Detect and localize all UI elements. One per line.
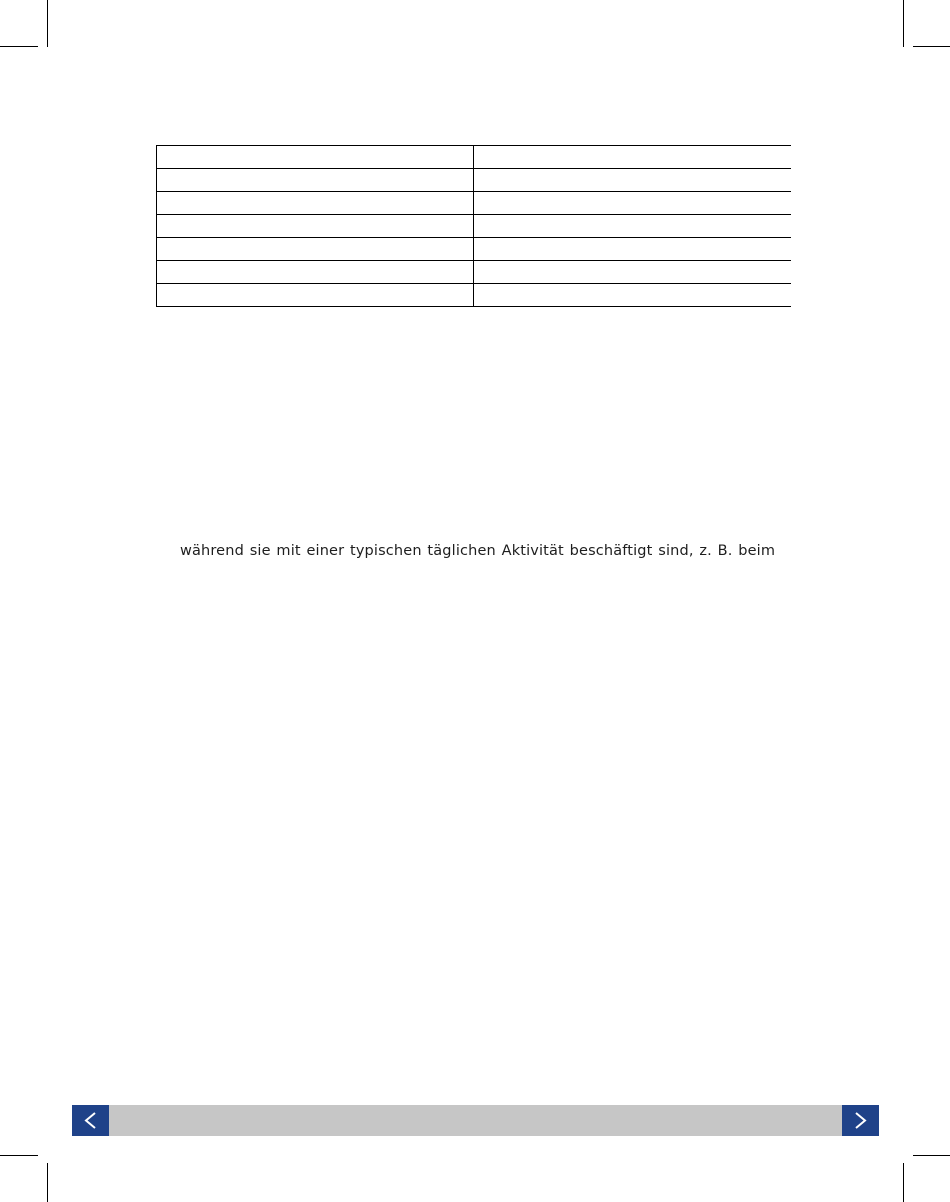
- table-cell: [474, 192, 792, 215]
- table-cell: [157, 192, 474, 215]
- crop-mark: [47, 1163, 48, 1202]
- chevron-left-icon: [72, 1105, 109, 1136]
- table-row: [157, 169, 792, 192]
- empty-table: [156, 145, 791, 307]
- table-cell: [157, 284, 474, 307]
- table-cell: [157, 215, 474, 238]
- crop-mark: [913, 1155, 950, 1156]
- table-row: [157, 261, 792, 284]
- crop-mark: [0, 1155, 38, 1156]
- table-row: [157, 238, 792, 261]
- table-cell: [157, 146, 474, 169]
- table-row: [157, 146, 792, 169]
- table-cell: [157, 261, 474, 284]
- next-page-button[interactable]: [842, 1105, 879, 1136]
- table-row: [157, 215, 792, 238]
- table-cell: [474, 238, 792, 261]
- table-cell: [157, 169, 474, 192]
- table-row: [157, 192, 792, 215]
- body-text: während sie mit einer typischen täglichen Aktivität beschäftigt sind, z. B. beim: [180, 543, 776, 559]
- crop-mark: [913, 46, 950, 47]
- table-cell: [157, 238, 474, 261]
- table-row: [157, 284, 792, 307]
- crop-mark: [903, 1163, 904, 1202]
- crop-mark: [47, 0, 48, 47]
- table-cell: [474, 146, 792, 169]
- crop-mark: [903, 0, 904, 47]
- crop-mark: [0, 46, 38, 47]
- table-cell: [474, 261, 792, 284]
- table-cell: [474, 169, 792, 192]
- chevron-right-icon: [842, 1105, 879, 1136]
- page-navigation-bar: [72, 1105, 879, 1136]
- table-cell: [474, 215, 792, 238]
- table-cell: [474, 284, 792, 307]
- previous-page-button[interactable]: [72, 1105, 109, 1136]
